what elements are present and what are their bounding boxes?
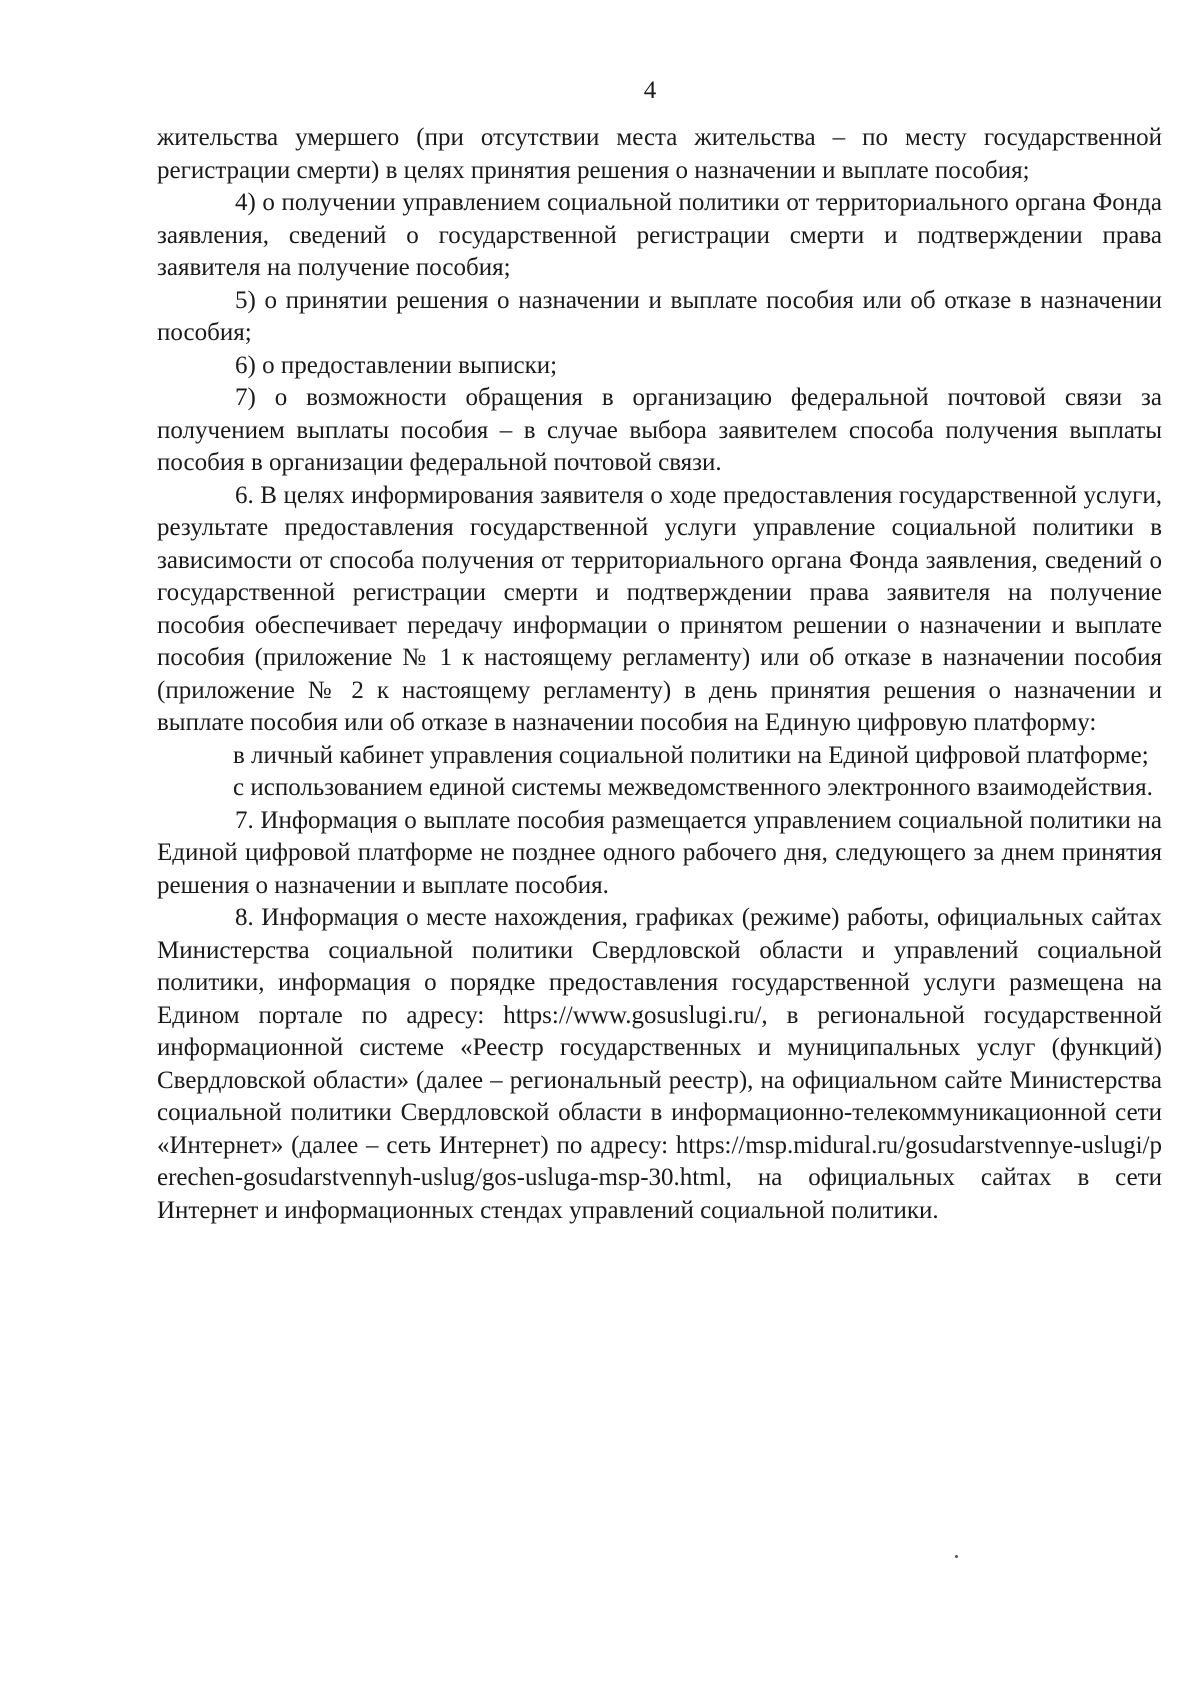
scan-speck bbox=[955, 1555, 958, 1558]
list-item-5: 5) о принятии решения о назначении и выплате пособия или об отказе в назначении пособия; bbox=[157, 286, 1162, 346]
paragraph-continuation: жительства умершего (при отсутствии места жительства – по месту государственной регистрации смерти) в целях принятия решения о назначении и выплате пособия; bbox=[157, 124, 1162, 184]
paragraph-8-text-a: 8. Информация о месте нахождения, графиках (режиме) работы, официальных сайтах Министерства социальной политики Свердловской области и управлений социальной политики, информация о порядке предоставления государственной услуги размещена на Едином портале по адресу: bbox=[157, 904, 1162, 1029]
list-item-7: 7) о возможности обращения в организацию федеральной почтовой связи за получением выплаты пособия – в случае выбора заявителем способа получения выплаты пособия в организации федеральной почтовой связи. bbox=[157, 384, 1162, 476]
paragraph-8 bbox=[157, 902, 1162, 1227]
paragraph-7: 7. Информация о выплате пособия размещается управлением социальной политики на Единой цифровой платформе не позднее одного рабочего дня, следующего за днем принятия решения о назначении и выплате пособия. bbox=[157, 806, 1162, 899]
gosuslugi-url: https://www.gosuslugi.ru/ bbox=[503, 1001, 762, 1029]
document-body bbox=[157, 122, 1162, 1227]
page-number: 4 bbox=[643, 77, 657, 104]
msp-midural-url: https://msp.midural.ru/gosudarstvennye-uslugi/perechen-gosudarstvennyh-uslug/gos-usluga-msp-30.html bbox=[157, 1131, 1162, 1191]
paragraph-6: 6. В целях информирования заявителя о ходе предоставления государственной услуги, результате предоставления государственной услуги управление социальной политики в зависимости от способа получения от территориального органа Фонда заявления, сведений о государственной регистрации смерти и подтверждении права заявителя на получение пособия обеспечивает передачу информации о принятом решении о назначении и выплате пособия (приложение № 1 к настоящему регламенту) или об отказе в назначении пособия (приложение № 2 к настоящему регламенту) в день принятия решения о назначении и выплате пособия или об отказе в назначении пособия на Единую цифровую платформу: bbox=[157, 481, 1162, 736]
list-item-6: 6) о предоставлении выписки; bbox=[235, 351, 558, 379]
paragraph-8-text-b: , в региональной государственной информационной системе «Реестр государственных и муниципальных услуг (функций) Свердловской области» (далее – региональный реестр), на официальном сайте Министерства социальной политики Свердловской области в информационно-телекоммуникационной сети «Интернет» (далее – сеть Интернет) по адресу: bbox=[157, 1001, 1162, 1159]
list-item-4: 4) о получении управлением социальной политики от территориального органа Фонда заявления, сведений о государственной регистрации смерти и подтверждении права заявителя на получение пособия; bbox=[157, 189, 1162, 281]
paragraph-8-text-c: , на официальных сайтах в сети Интернет и информационных стендах управлений социальной политики. bbox=[157, 1164, 1162, 1224]
sub-item-personal-cabinet: в личный кабинет управления социальной политики на Единой цифровой платформе; bbox=[233, 741, 1149, 769]
sub-item-interagency-system: с использованием единой системы межведомственного электронного взаимодействия. bbox=[233, 774, 1153, 801]
